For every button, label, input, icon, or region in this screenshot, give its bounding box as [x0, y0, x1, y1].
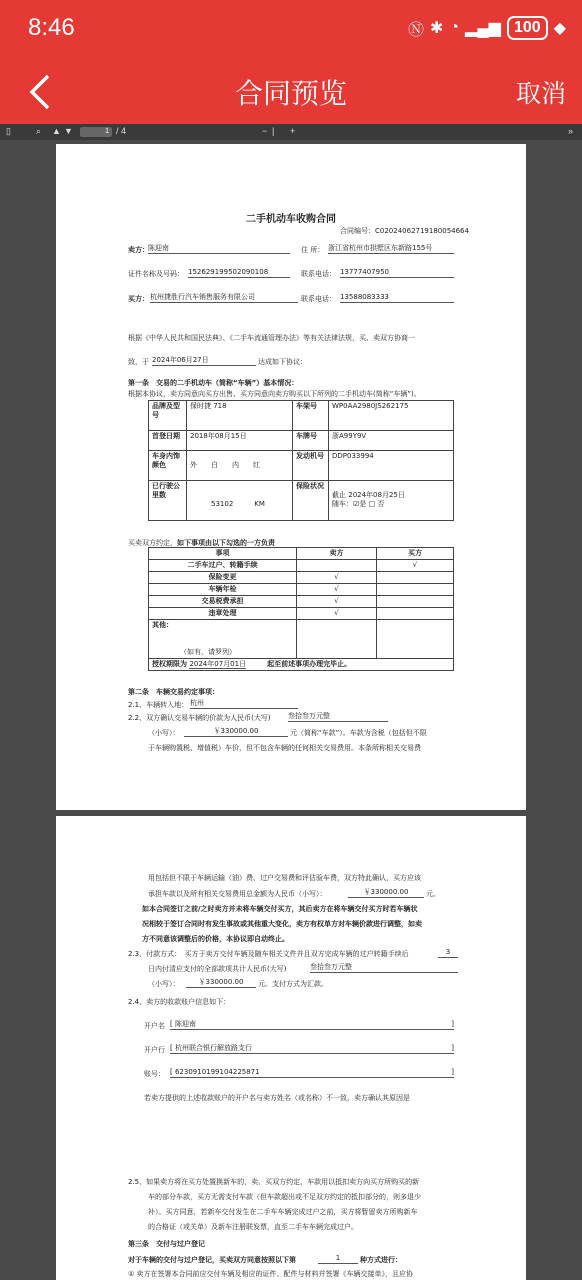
engine-label: 发动机号 — [293, 451, 329, 481]
status-icons — [408, 16, 566, 40]
zoom-divider: | — [272, 126, 275, 136]
clause-2-2b: （小写）： — [148, 729, 180, 737]
more-tools-button[interactable]: » — [568, 126, 574, 136]
insurance-value: 截止 2024年08月25日 随车：☑是 □ 否 — [329, 481, 454, 521]
zoom-out-button[interactable]: − — [262, 126, 268, 136]
duty-table — [148, 547, 454, 671]
vin-value: WP0AA2980JS262175 — [329, 401, 454, 431]
acct-name-label: 开户名 — [144, 1022, 165, 1030]
basis-line1: 根据《中华人民共和国民法典》、《二手车流通管理办法》等有关法律法规，买、卖双方协商一 — [128, 334, 415, 342]
acct-name: [ 陈迎南 ] — [170, 1020, 454, 1028]
clause-2-3c: （小写）： — [148, 980, 180, 988]
prev-page-icon[interactable]: ▲ — [52, 126, 61, 136]
app-header — [0, 58, 582, 124]
seller-tel: 13777407950 — [340, 268, 454, 278]
seller-address: 浙江省杭州市拱墅区东新路155号 — [328, 244, 454, 254]
duty-other-row — [149, 620, 454, 659]
clause-2-1: 2.1、车辆转入地： — [128, 701, 189, 709]
clause-2-5-l4: 的合格证（或关单）及新车注册联发票，直至二手车车辆完成过户。 — [148, 1223, 358, 1231]
contract-number: 合同编号：C02024062719180054664 — [340, 227, 469, 235]
duty-head-item: 事项 — [149, 548, 297, 560]
vehicle-table — [148, 400, 454, 521]
article-1-title: 第一条 交易的二手机动车（简称“车辆”）基本情况： — [128, 379, 299, 387]
address-label: 住 所： — [301, 246, 325, 254]
nfc-icon: Ⓝ — [407, 21, 424, 39]
doc-title: 二手机动车收购合同 — [246, 214, 336, 225]
clause-2-2d: 于车辆购置税、增值税）车价，但不包含车辆的任何相关交易费用。本条所称相关交易费 — [148, 744, 421, 752]
price-chinese: 叁拾叁万元整 — [288, 712, 388, 722]
total-amount: ￥330000.00 — [348, 888, 424, 898]
basis-line3: 达成如下协议： — [258, 358, 307, 366]
p2-line2: 承担车款以及所有相关交易费用总金额为人民币（小写）： — [148, 890, 327, 898]
clause-2-5-l2: 车的部分车款，买方无需支付车款（但车款超出或不足双方约定的抵扣部分的，则多退少 — [148, 1193, 421, 1201]
page-total: / 4 — [116, 126, 127, 136]
plate-label: 车牌号 — [293, 431, 329, 451]
clause-2-2a: 2.2、双方确认交易车辆的价款为人民币(大写) — [128, 714, 271, 722]
article-3-line2: ① 卖方在签署本合同前应交付车辆及相应的证件、配件与材料并签署《车辆交接单》，且应协 — [128, 1270, 413, 1278]
duty-row: 违章处理 √ — [149, 608, 454, 620]
bold-line1: 如本合同签订之前/之时卖方并未将车辆交付买方，其后卖方在将车辆交付买方时若车辆状 — [142, 905, 418, 913]
clause-2-2c: 元（简称“车款”）。车款为含税（包括但不限 — [290, 729, 427, 737]
bold-line3: 方不同意该调整后的价格，本协议即自动终止。 — [142, 935, 289, 943]
pay-amount-chinese: 叁拾叁万元整 — [310, 963, 458, 973]
search-icon[interactable]: ⌕ — [36, 126, 42, 136]
clause-2-3d: 元。支付方式为汇款。 — [258, 980, 328, 988]
zoom-in-button[interactable]: + — [290, 126, 296, 136]
seller-label: 卖方： — [128, 246, 149, 254]
clause-2-5-l1: 2.5、如果卖方将在买方处置换新车的，卖、买双方约定，车款用以抵扣卖方向买方所购买的新 — [128, 1178, 420, 1186]
battery-icon: 100 — [507, 16, 548, 40]
bank-name: [ 杭州联合银行解放路支行 ] — [170, 1044, 454, 1052]
cancel-button[interactable]: 取消 — [515, 80, 566, 108]
duty-head-buyer: 买方 — [377, 548, 454, 560]
plate-value: 浙A99Y9V — [329, 431, 454, 451]
mileage-value: 53102 KM — [187, 481, 293, 521]
seller-id: 152629199502090108 — [188, 268, 290, 278]
duty-row: 二手车过户、转籍手续 √ — [149, 560, 454, 572]
acct-no: [ 6230910199104225871 ] — [170, 1068, 454, 1076]
duty-row: 车辆年检 √ — [149, 584, 454, 596]
insurance-label: 保险状况 — [293, 481, 329, 521]
basis-line2: 致，于 — [128, 358, 149, 366]
acct-no-label: 账号： — [144, 1070, 165, 1078]
seller-name: 陈迎南 — [148, 244, 290, 254]
article-2-title: 第二条 车辆交易约定事项： — [128, 688, 219, 696]
next-page-icon[interactable]: ▼ — [64, 126, 73, 136]
page-number-input[interactable]: 1 — [80, 127, 112, 137]
duty-other-cell: 其他： （如有，请罗列） — [149, 620, 297, 659]
status-bar — [0, 0, 582, 58]
leaf-icon: ◆ — [553, 20, 566, 37]
duty-row: 交易税费承担 √ — [149, 596, 454, 608]
transfer-city: 杭州 — [190, 699, 298, 709]
engine-value: DDP033994 — [329, 451, 454, 481]
duty-deadline-row — [149, 659, 454, 671]
bold-line2: 况相较于签订合同时有发生事故或其他重大变化，卖方有权单方对车辆价款进行调整，如卖 — [142, 920, 422, 928]
p2-line2-tail: 元。 — [426, 890, 440, 898]
id-label: 证件名称及号码： — [128, 270, 184, 278]
duty-head-seller: 卖方 — [297, 548, 377, 560]
pay-amount: ￥330000.00 — [186, 978, 256, 988]
reg-date-label: 首登日期 — [149, 431, 187, 451]
color-value: 外 白 内 红 — [187, 451, 293, 481]
clause-2-3a: 2.3、付款方式： 买方于卖方交付车辆及随车相关文件并且双方完成车辆的过户转籍手续后 — [128, 950, 409, 958]
wifi-icon: ◔ — [449, 19, 460, 36]
page-title: 合同预览 — [234, 78, 347, 109]
article-1-desc: 根据本协议，卖方同意向买方出售、买方同意向卖方购买以下所列的二手机动车(简称“车辆”)。 — [128, 390, 421, 398]
agree-text: 买卖双方约定，如下事项由以下勾选的一方负责 — [128, 539, 275, 547]
clause-2-5-l3: 补）。买方同意，若新车交付发生在二手车车辆完成过户之前，买方将暂留卖方所购新车 — [148, 1208, 418, 1216]
pdf-page-2 — [56, 816, 526, 1280]
pdf-toolbar — [0, 124, 582, 140]
article-3-title: 第三条 交付与过户登记 — [128, 1240, 205, 1248]
brand-label: 品牌及型号 — [149, 401, 187, 431]
buyer-tel: 13588083333 — [340, 293, 454, 303]
buyer-name: 杭州捷胜行汽车销售服务有限公司 — [150, 293, 298, 303]
p2-line1: 用包括但不限于车辆运输（油）费、过户交易费和评估验车费，双方特此确认，买方应该 — [148, 874, 421, 882]
buyer-tel-label: 联系电话： — [301, 295, 336, 303]
article-3-choice: 1 — [318, 1254, 358, 1264]
price-number: ￥330000.00 — [184, 727, 288, 737]
article-3-line1-tail: 种方式进行： — [360, 1256, 402, 1264]
clause-2-4: 2.4、卖方的收款账户信息如下： — [128, 998, 231, 1006]
duty-row: 保险变更 √ — [149, 572, 454, 584]
color-label: 车身内饰颜色 — [149, 451, 187, 481]
deadline-cell: 授权期限为 2024年07月01日 起至前述事项办理完毕止。 — [149, 659, 454, 671]
article-3-line1: 对于车辆的交付与过户登记，买卖双方同意按照以下第 — [128, 1256, 296, 1264]
buyer-label: 买方： — [128, 295, 149, 303]
pdf-page-1 — [56, 144, 526, 810]
clause-2-3b: 日内付清应支付的全部款项共计人民币(大写) — [148, 965, 287, 973]
bluetooth-icon: ✱ — [429, 20, 444, 37]
signal-icon: ▂▄▆ — [465, 20, 501, 37]
payment-days: 3 — [438, 948, 458, 958]
reg-date-value: 2018年08月15日 — [187, 431, 293, 451]
mileage-label: 已行驶公里数 — [149, 481, 187, 521]
acct-note: 若卖方提供的上述收款账户的开户名与卖方姓名（或名称）不一致，卖方确认其原因是 — [144, 1094, 410, 1102]
sidebar-toggle-icon[interactable]: ▯ — [6, 126, 11, 136]
brand-value: 保时捷 718 — [187, 401, 293, 431]
status-time: 8:46 — [28, 14, 75, 41]
bank-label: 开户行 — [144, 1046, 165, 1054]
vin-label: 车架号 — [293, 401, 329, 431]
basis-date: 2024年06月27日 — [152, 356, 256, 366]
tel-label: 联系电话： — [301, 270, 336, 278]
